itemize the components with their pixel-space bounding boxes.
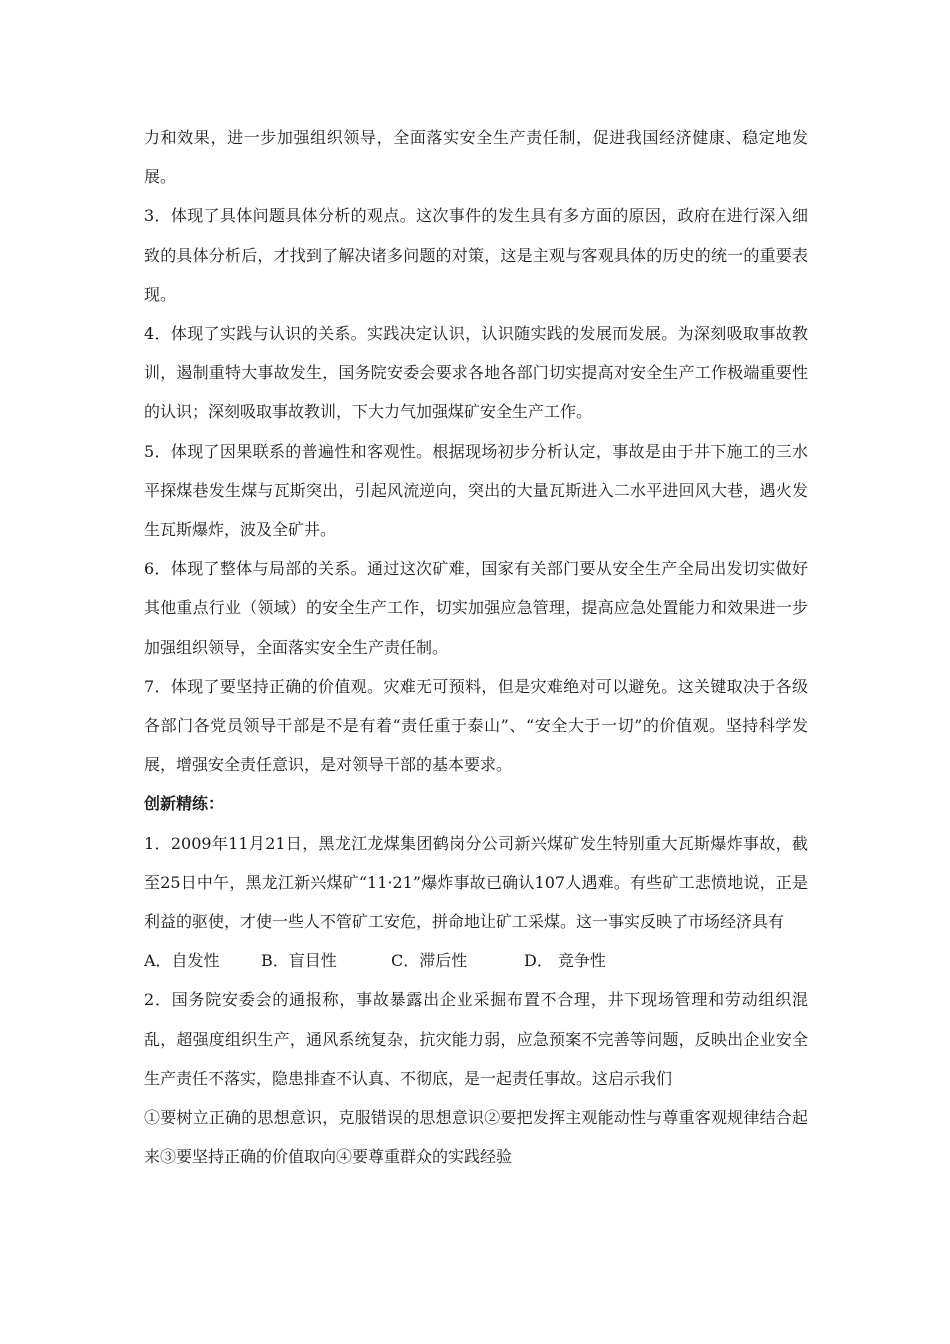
option-c: C．滞后性: [391, 951, 468, 971]
continuation-paragraph: 力和效果，进一步加强组织领导，全面落实安全生产责任制，促进我国经济健康、稳定地发展。: [144, 128, 808, 187]
question-1-options: [144, 941, 808, 980]
question-2-stem: 2．国务院安委会的通报称，事故暴露出企业采掘布置不合理，井下现场管理和劳动组织混乱，超强度组织生产，通风系统复杂，抗灾能力弱，应急预案不完善等问题，反映出企业安全生产责任不落实，隐患排查不认真、不彻底，是一起责任事故。这启示我们: [144, 990, 808, 1088]
option-b: B．盲目性: [261, 951, 337, 971]
point-5: 5．体现了因果联系的普遍性和客观性。根据现场初步分析认定，事故是由于井下施工的三水平探煤巷发生煤与瓦斯突出，引起风流逆向，突出的大量瓦斯进入二水平进回风大巷，遇火发生瓦斯爆炸，波及全矿井。: [144, 441, 808, 540]
document-body: [144, 118, 808, 1176]
option-a: A．自发性: [144, 951, 220, 971]
point-3: 3．体现了具体问题具体分析的观点。这次事件的发生具有多方面的原因，政府在进行深入细致的具体分析后，才找到了解决诸多问题的对策，这是主观与客观具体的历史的统一的重要表现。: [144, 206, 808, 304]
question-1-stem: 1．2009年11月21日，黑龙江龙煤集团鹤岗分公司新兴煤矿发生特别重大瓦斯爆炸事故，截至25日中午，黑龙江新兴煤矿“11·21”爆炸事故已确认107人遇难。有些矿工悲愤地说，正是利益的驱使，才使一些人不管矿工安危，拼命地让矿工采煤。这一事实反映了市场经济具有: [144, 833, 808, 932]
point-7: 7．体现了要坚持正确的价值观。灾难无可预料，但是灾难绝对可以避免。这关键取决于各级各部门各党员领导干部是不是有着“责任重于泰山”、“安全大于一切”的价值观。坚持科学发展，增强安全责任意识，是对领导干部的基本要求。: [144, 676, 808, 775]
point-6: 6．体现了整体与局部的关系。通过这次矿难，国家有关部门要从安全生产全局出发切实做好其他重点行业（领域）的安全生产工作，切实加强应急管理，提高应急处置能力和效果进一步加强组织领导，全面落实安全生产责任制。: [144, 559, 808, 657]
practice-heading: 创新精练：: [144, 794, 225, 814]
point-4: 4．体现了实践与认识的关系。实践决定认识，认识随实践的发展而发展。为深刻吸取事故教训，遏制重特大事故发生，国务院安委会要求各地各部门切实提高对安全生产工作极端重要性的认识；深刻吸取事故教训，下大力气加强煤矿安全生产工作。: [144, 324, 808, 422]
option-d: D． 竞争性: [524, 951, 606, 971]
question-2-statements: ①要树立正确的思想意识，克服错误的思想意识②要把发挥主观能动性与尊重客观规律结合起来③要坚持正确的价值取向④要尊重群众的实践经验: [144, 1108, 808, 1167]
